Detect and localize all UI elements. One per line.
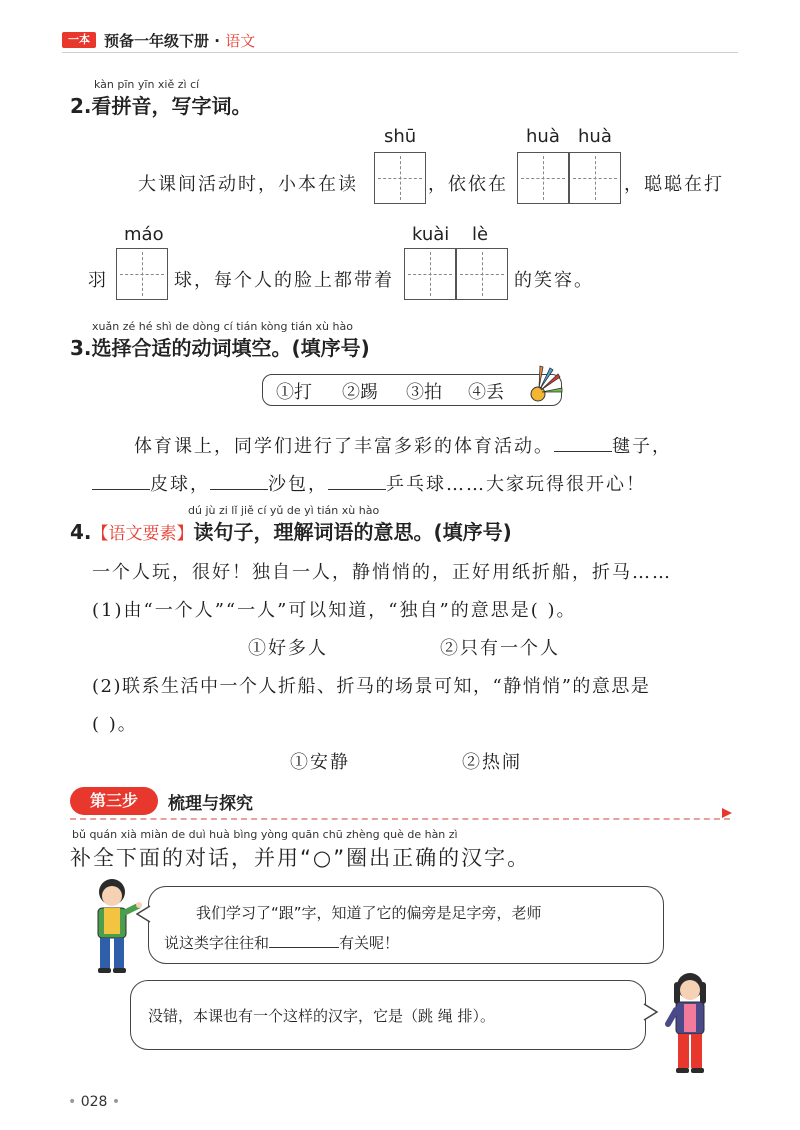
title-dot: ·	[214, 32, 220, 50]
q3-line1-end: 毽子，	[612, 436, 672, 457]
q2-title-text: 看拼音，写字词。	[91, 94, 252, 118]
q3-blank-3[interactable]	[210, 473, 268, 490]
bubble-tail-left	[136, 904, 152, 924]
q3-line2-c: 乒乓球……大家玩得很开心！	[386, 474, 646, 495]
bubble1-line1: 我们学习了“跟”字，知道了它的偏旁是足字旁，老师	[196, 904, 542, 922]
q2-line2-c: 的笑容。	[514, 270, 594, 291]
q4-sentence: 一个人玩，很好！独自一人，静悄悄的，正好用纸折船，折马……	[92, 562, 672, 583]
boy-character-icon	[84, 876, 144, 976]
pinyin-shu: shū	[384, 126, 417, 147]
bubble1-line2	[164, 932, 399, 953]
q3-line2	[92, 470, 646, 496]
q2-line1-a: 大课间活动时，小本在读	[138, 174, 358, 195]
q2-line2-a: 羽	[88, 270, 108, 291]
q2-line1-b: ，依依在	[428, 174, 508, 195]
q3-title-text: 选择合适的动词填空。(填序号)	[91, 336, 370, 360]
q4-title-pinyin: dú jù zi lǐ jiě cí yǔ de yì tián xù hào	[188, 504, 380, 517]
q4-number: 4.	[70, 520, 92, 544]
q3-option-4: ④丢	[468, 382, 504, 403]
q4-title	[70, 516, 512, 545]
write-box-hua-1[interactable]	[517, 152, 569, 204]
bubble1-blank[interactable]	[269, 933, 339, 948]
q2-line2-b: 球，每个人的脸上都带着	[174, 270, 394, 291]
bubble-tail-right	[642, 1002, 658, 1022]
q2-number: 2.	[70, 94, 92, 118]
q3-blank-4[interactable]	[328, 473, 386, 490]
task-pinyin: bǔ quán xià miàn de duì huà bìng yòng quān chū zhèng què de hàn zì	[72, 828, 458, 841]
q4-sub2-option-2: ②热闹	[462, 752, 522, 773]
task-instruction: 补全下面的对话，并用“○”圈出正确的汉字。	[70, 846, 531, 870]
q3-title	[70, 332, 370, 361]
header-divider	[62, 52, 738, 53]
shuttlecock-icon	[522, 362, 566, 406]
bubble1-line2-a: 说这类字往往和	[164, 934, 270, 952]
q3-blank-2[interactable]	[92, 473, 150, 490]
section-title: 梳理与探究	[168, 794, 253, 814]
pinyin-mao: máo	[124, 224, 164, 245]
bubble2-text: 没错，本课也有一个这样的汉字，它是（跳 绳 排）。	[148, 1007, 496, 1025]
q3-option-1: ①打	[276, 382, 312, 403]
header-logo: 一本	[62, 32, 96, 48]
q3-line1	[134, 432, 672, 458]
q3-option-3: ③拍	[406, 382, 442, 403]
q4-title-text: 读句子，理解词语的意思。(填序号)	[193, 520, 512, 544]
q3-blank-1[interactable]	[554, 435, 612, 452]
q3-line1-text: 体育课上，同学们进行了丰富多彩的体育活动。	[134, 436, 554, 457]
girl-character-icon	[660, 970, 720, 1080]
q4-sub2-line2: ( )。	[92, 714, 138, 735]
q4-sub2-option-1: ①安静	[290, 752, 350, 773]
q3-line2-a: 皮球，	[150, 474, 210, 495]
q2-title-pinyin: kàn pīn yīn xiě zì cí	[94, 78, 200, 91]
section-step-pill: 第三步	[70, 787, 158, 815]
write-box-shu[interactable]	[374, 152, 426, 204]
pinyin-hua-2: huà	[578, 126, 612, 147]
q4-sub2-line1: (2)联系生活中一个人折船、折马的场景可知，“静悄悄”的意思是	[92, 676, 651, 697]
q4-sub1: (1)由“一个人”“一人”可以知道，“独自”的意思是( )。	[92, 600, 577, 621]
bubble1-line2-b: 有关呢！	[339, 934, 400, 952]
book-title: 预备一年级下册	[104, 32, 210, 50]
write-box-le[interactable]	[456, 248, 508, 300]
q4-sub1-option-2: ②只有一个人	[440, 638, 560, 659]
q4-sub1-option-1: ①好多人	[248, 638, 328, 659]
q3-line2-b: 沙包，	[268, 474, 328, 495]
write-box-kuai[interactable]	[404, 248, 456, 300]
q3-title-pinyin: xuǎn zé hé shì de dòng cí tián kòng tián xù hào	[92, 320, 353, 333]
q2-line1-c: ，聪聪在打	[624, 174, 724, 195]
header-title	[104, 30, 255, 51]
q3-option-2: ②踢	[342, 382, 378, 403]
section-divider	[70, 818, 730, 820]
q4-tag: 【语文要素】	[91, 524, 194, 544]
subject-label: 语文	[225, 32, 256, 50]
pinyin-le: lè	[472, 224, 489, 245]
pinyin-kuai: kuài	[412, 224, 450, 245]
divider-arrow-icon	[722, 808, 732, 818]
write-box-mao[interactable]	[116, 248, 168, 300]
page-number-text: 028	[80, 1094, 108, 1110]
q3-number: 3.	[70, 336, 92, 360]
pinyin-hua-1: huà	[526, 126, 560, 147]
page-number: • 028 •	[68, 1094, 121, 1110]
q2-title	[70, 90, 252, 119]
write-box-hua-2[interactable]	[569, 152, 621, 204]
